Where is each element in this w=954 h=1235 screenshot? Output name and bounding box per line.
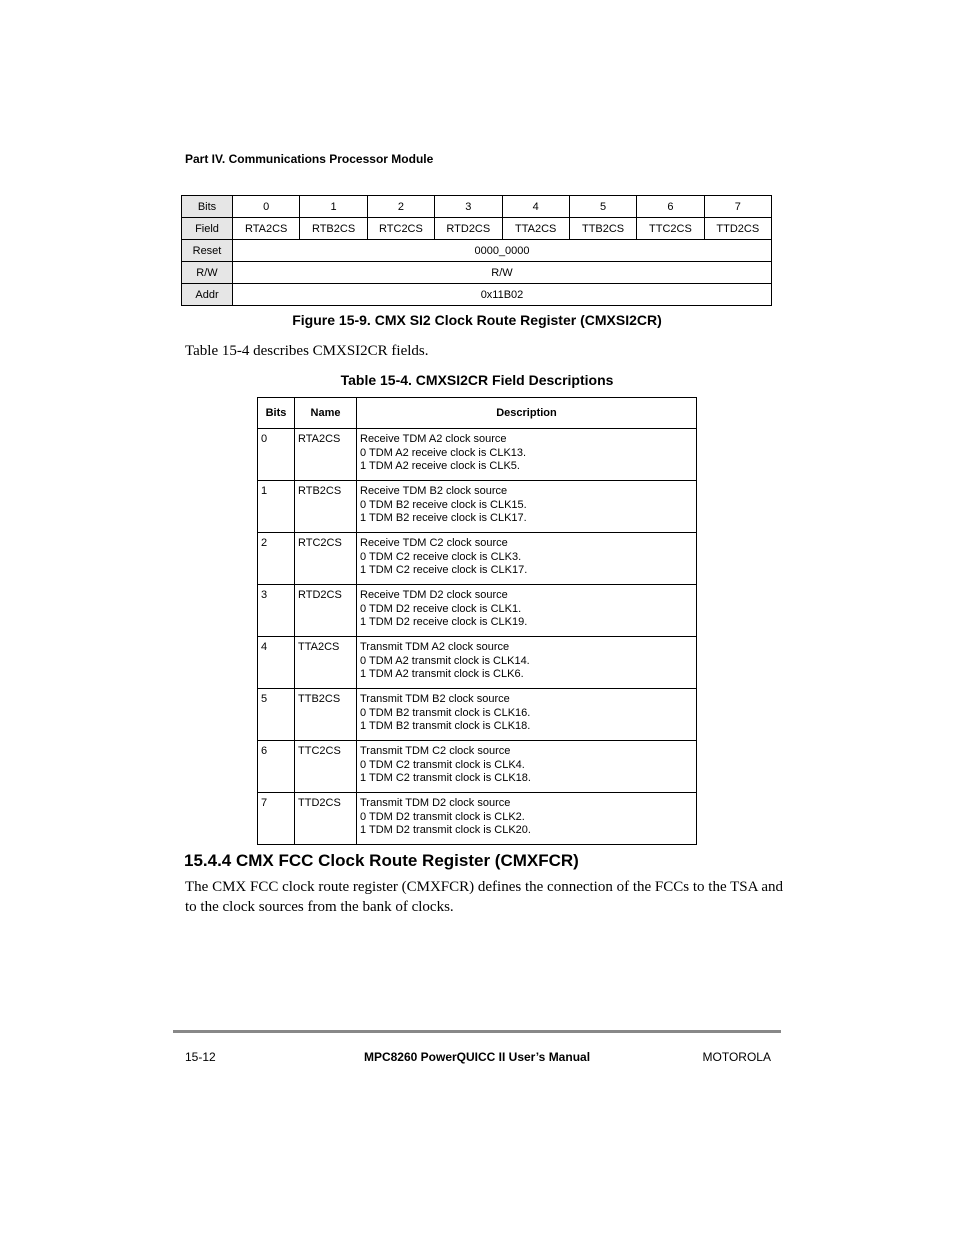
addr-label: Addr (182, 284, 233, 306)
description-line: Transmit TDM A2 clock source (360, 641, 510, 653)
field-cell: TTC2CS (637, 218, 704, 240)
description-line: 1 TDM B2 transmit clock is CLK18. (360, 720, 531, 733)
field-cell: TTD2CS (704, 218, 771, 240)
register-bits-row (182, 196, 772, 218)
description-line: 1 TDM C2 receive clock is CLK17. (360, 564, 528, 577)
rw-label: R/W (182, 262, 233, 284)
bit-cell: 4 (502, 196, 569, 218)
row-description (357, 637, 697, 689)
figure-caption: Figure 15-9. CMX SI2 Clock Route Register (CMXSI2CR) (292, 312, 662, 328)
bit-cell: 7 (704, 196, 771, 218)
table-row (258, 689, 697, 741)
description-line: 1 TDM A2 receive clock is CLK5. (360, 460, 520, 473)
table-row (258, 533, 697, 585)
bit-cell: 1 (300, 196, 367, 218)
description-line: 0 TDM A2 receive clock is CLK13. (360, 446, 527, 459)
manual-title: MPC8260 PowerQUICC II User’s Manual (363, 1050, 591, 1064)
row-bits: 5 (258, 689, 295, 741)
description-line: 0 TDM D2 receive clock is CLK1. (360, 602, 522, 615)
row-description (357, 429, 697, 481)
row-name: RTA2CS (295, 429, 357, 481)
row-name: RTB2CS (295, 481, 357, 533)
description-line: Receive TDM A2 clock source (360, 433, 507, 445)
row-bits: 2 (258, 533, 295, 585)
table-row (258, 637, 697, 689)
section-paragraph: The CMX FCC clock route register (CMXFCR) defines the connection of the FCCs to the TSA and to the clock sources from the bank of clocks. (185, 879, 783, 915)
description-line: Transmit TDM B2 clock source (360, 693, 510, 705)
description-line: 1 TDM D2 transmit clock is CLK20. (360, 824, 531, 837)
field-description-table (257, 397, 697, 845)
description-line: Receive TDM B2 clock source (360, 485, 508, 497)
register-addr-row (182, 284, 772, 306)
row-name: RTD2CS (295, 585, 357, 637)
bit-cell: 2 (367, 196, 434, 218)
table-row (258, 481, 697, 533)
description-line: 0 TDM B2 transmit clock is CLK16. (360, 706, 531, 719)
section-heading: 15.4.4 CMX FCC Clock Route Register (CMXFCR) (184, 851, 579, 870)
table-row (258, 429, 697, 481)
description-line: 0 TDM C2 transmit clock is CLK4. (360, 758, 525, 771)
bit-cell: 5 (569, 196, 636, 218)
description-line: Transmit TDM D2 clock source (360, 797, 511, 809)
footer-rule (173, 1030, 781, 1033)
bit-cell: 0 (233, 196, 300, 218)
page-number: 15-12 (185, 1050, 216, 1064)
reset-label: Reset (182, 240, 233, 262)
row-description (357, 585, 697, 637)
table-caption: Table 15-4. CMXSI2CR Field Descriptions (340, 372, 614, 388)
header-name: Name (295, 398, 357, 429)
description-line: 1 TDM D2 receive clock is CLK19. (360, 616, 528, 629)
register-reset-row (182, 240, 772, 262)
description-line: Receive TDM D2 clock source (360, 589, 508, 601)
field-cell: RTD2CS (435, 218, 502, 240)
company-name: MOTOROLA (702, 1050, 771, 1064)
field-cell: RTC2CS (367, 218, 434, 240)
description-line: Receive TDM C2 clock source (360, 537, 508, 549)
bit-cell: 3 (435, 196, 502, 218)
register-rw-row (182, 262, 772, 284)
field-label: Field (182, 218, 233, 240)
reset-value: 0000_0000 (233, 240, 772, 262)
field-cell: TTA2CS (502, 218, 569, 240)
row-description (357, 481, 697, 533)
table-row (258, 741, 697, 793)
rw-value: R/W (233, 262, 772, 284)
bit-cell: 6 (637, 196, 704, 218)
description-line: 0 TDM C2 receive clock is CLK3. (360, 550, 522, 563)
intro-paragraph: Table 15-4 describes CMXSI2CR fields. (185, 343, 429, 359)
row-bits: 0 (258, 429, 295, 481)
row-description (357, 793, 697, 845)
header-description: Description (357, 398, 697, 429)
row-name: TTC2CS (295, 741, 357, 793)
description-line: 0 TDM A2 transmit clock is CLK14. (360, 654, 530, 667)
bits-label: Bits (182, 196, 233, 218)
table-row (258, 793, 697, 845)
row-bits: 1 (258, 481, 295, 533)
row-name: RTC2CS (295, 533, 357, 585)
header-bits: Bits (258, 398, 295, 429)
description-line: 1 TDM A2 transmit clock is CLK6. (360, 668, 524, 681)
row-bits: 3 (258, 585, 295, 637)
row-description (357, 689, 697, 741)
field-cell: TTB2CS (569, 218, 636, 240)
row-name: TTA2CS (295, 637, 357, 689)
description-line: 1 TDM C2 transmit clock is CLK18. (360, 772, 531, 785)
description-line: Transmit TDM C2 clock source (360, 745, 511, 757)
row-bits: 6 (258, 741, 295, 793)
row-description (357, 741, 697, 793)
table-header-row (258, 398, 697, 429)
row-name: TTB2CS (295, 689, 357, 741)
register-field-row (182, 218, 772, 240)
description-line: 1 TDM B2 receive clock is CLK17. (360, 512, 527, 525)
row-description (357, 533, 697, 585)
addr-value: 0x11B02 (233, 284, 772, 306)
running-header: Part IV. Communications Processor Module (185, 152, 434, 166)
row-name: TTD2CS (295, 793, 357, 845)
row-bits: 4 (258, 637, 295, 689)
table-row (258, 585, 697, 637)
description-line: 0 TDM B2 receive clock is CLK15. (360, 498, 527, 511)
field-cell: RTB2CS (300, 218, 367, 240)
row-bits: 7 (258, 793, 295, 845)
field-cell: RTA2CS (233, 218, 300, 240)
register-figure (181, 195, 772, 306)
description-line: 0 TDM D2 transmit clock is CLK2. (360, 810, 525, 823)
